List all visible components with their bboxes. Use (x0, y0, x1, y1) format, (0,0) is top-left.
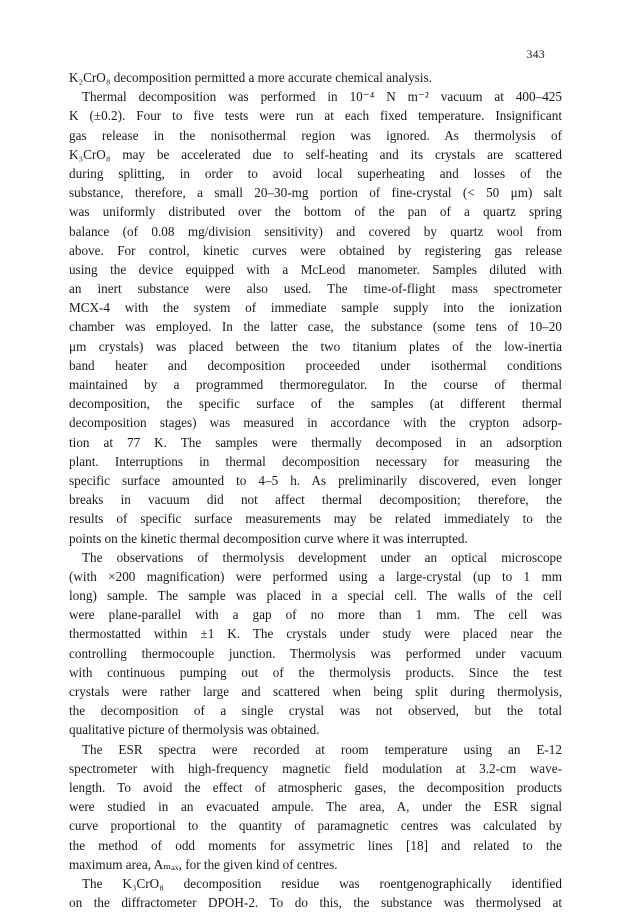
text-line: long) sample. The sample was placed in a special cell. The walls of the cell (69, 588, 562, 604)
text-line: curve proportional to the quantity of paramagnetic centres was calculated by (69, 818, 562, 834)
text-line: were studied in an evacuated ampule. The area, A, under the ESR signal (69, 799, 562, 815)
text-line: an inert substance were also used. The time-of-flight mass spectrometer (69, 281, 562, 297)
text-line: balance (of 0.08 mg/division sensitivity) and covered by quartz wool from (69, 223, 562, 239)
text-line: decomposition, the specific surface of the samples (at different thermal (69, 396, 562, 412)
text-line: substance, therefore, a small 20–30-mg portion of fine-crystal (< 50 μm) salt (69, 185, 562, 201)
text-line: The ESR spectra were recorded at room temperature using an E-12 (82, 741, 562, 757)
text-line: (with ×200 magnification) were performed using a large-crystal (up to 1 mm (69, 568, 562, 584)
text-line: μm crystals) was placed between the two titanium plates of the low-inertia (69, 338, 562, 354)
text-line: decomposition stages) was measured in accordance with the crypton adsorp- (69, 415, 562, 431)
text-line: points on the kinetic thermal decomposition curve where it was interrupted. (69, 530, 468, 546)
text-line: tion at 77 K. The samples were thermally decomposed in an adsorption (69, 434, 562, 450)
text-line: gas release in the nonisothermal region was ignored. As thermolysis of (69, 127, 562, 143)
text-line: above. For control, kinetic curves were obtained by registering gas release (69, 242, 562, 258)
text-line: the decomposition of a single crystal was not observed, but the total (69, 703, 562, 719)
text-line: breaks in vacuum did not affect thermal decomposition; therefore, the (69, 492, 562, 508)
paragraph (69, 87, 562, 548)
text-line: were plane-parallel with a gap of no more than 1 mm. The cell was (69, 607, 562, 623)
text-line: qualitative picture of thermolysis was obtained. (69, 722, 320, 738)
text-line: The observations of thermolysis development under an optical microscope (82, 549, 562, 565)
paragraph (69, 740, 562, 874)
text-line: specific surface amounted to 4–5 h. As preliminarily discovered, even longer (69, 472, 562, 488)
text-line: K₂CrO₈ decomposition permitted a more accurate chemical analysis. (69, 70, 432, 85)
text-line: MCX-4 with the system of immediate sample supply into the ionization (69, 300, 562, 316)
text-line: with continuous pumping out of the thermolysis products. Since the test (69, 664, 562, 680)
text-line: chamber was employed. In the latter case, the substance (some tens of 10–20 (69, 319, 562, 335)
text-line: K₃CrO₈ may be accelerated due to self-heating and its crystals are scattered (69, 146, 562, 162)
text-line: length. To avoid the effect of atmospheric gases, the decomposition products (69, 779, 562, 795)
paragraph (69, 548, 562, 740)
text-line: maximum area, Aₘₐₓ, for the given kind of centres. (69, 856, 338, 872)
text-line: during splitting, in order to avoid local superheating and losses of the (69, 165, 562, 181)
text-line: Thermal decomposition was performed in 10⁻⁴ N m⁻² vacuum at 400–425 (82, 89, 562, 105)
text-line: maintained by a programmed thermoregulator. In the course of thermal (69, 377, 562, 392)
text-line: crystals were rather large and scattered when being split during thermolysis, (69, 684, 562, 699)
text-line: The K₃CrO₈ decomposition residue was roentgenographically identified (82, 875, 562, 891)
text-line: was uniformly distributed over the bottom of the pan of a quartz spring (69, 204, 562, 220)
paragraph (69, 874, 562, 912)
text-line: plant. Interruptions in thermal decomposition necessary for measuring the (69, 453, 562, 469)
text-line: results of specific surface measurements may be related immediately to the (69, 511, 562, 527)
paragraph (69, 68, 562, 87)
text-line: on the diffractometer DPOH-2. To do this, the substance was thermolysed at (69, 895, 562, 911)
text-line: thermostatted within ±1 K. The crystals under study were placed near the (69, 626, 562, 642)
text-line: band heater and decomposition proceeded under isothermal conditions (69, 357, 562, 373)
text-line: the method of odd moments for assymetric lines [18] and related to the (69, 837, 562, 853)
body-text (69, 68, 562, 912)
text-line: controlling thermocouple junction. Thermolysis was performed under vacuum (69, 645, 562, 661)
text-line: using the device equipped with a McLeod manometer. Samples diluted with (69, 261, 562, 277)
text-line: K (±0.2). Four to five tests were run at each fixed temperature. Insignificant (69, 108, 562, 124)
page-number: 343 (526, 47, 545, 61)
text-line: spectrometer with high-frequency magnetic field modulation at 3.2-cm wave- (69, 760, 562, 776)
